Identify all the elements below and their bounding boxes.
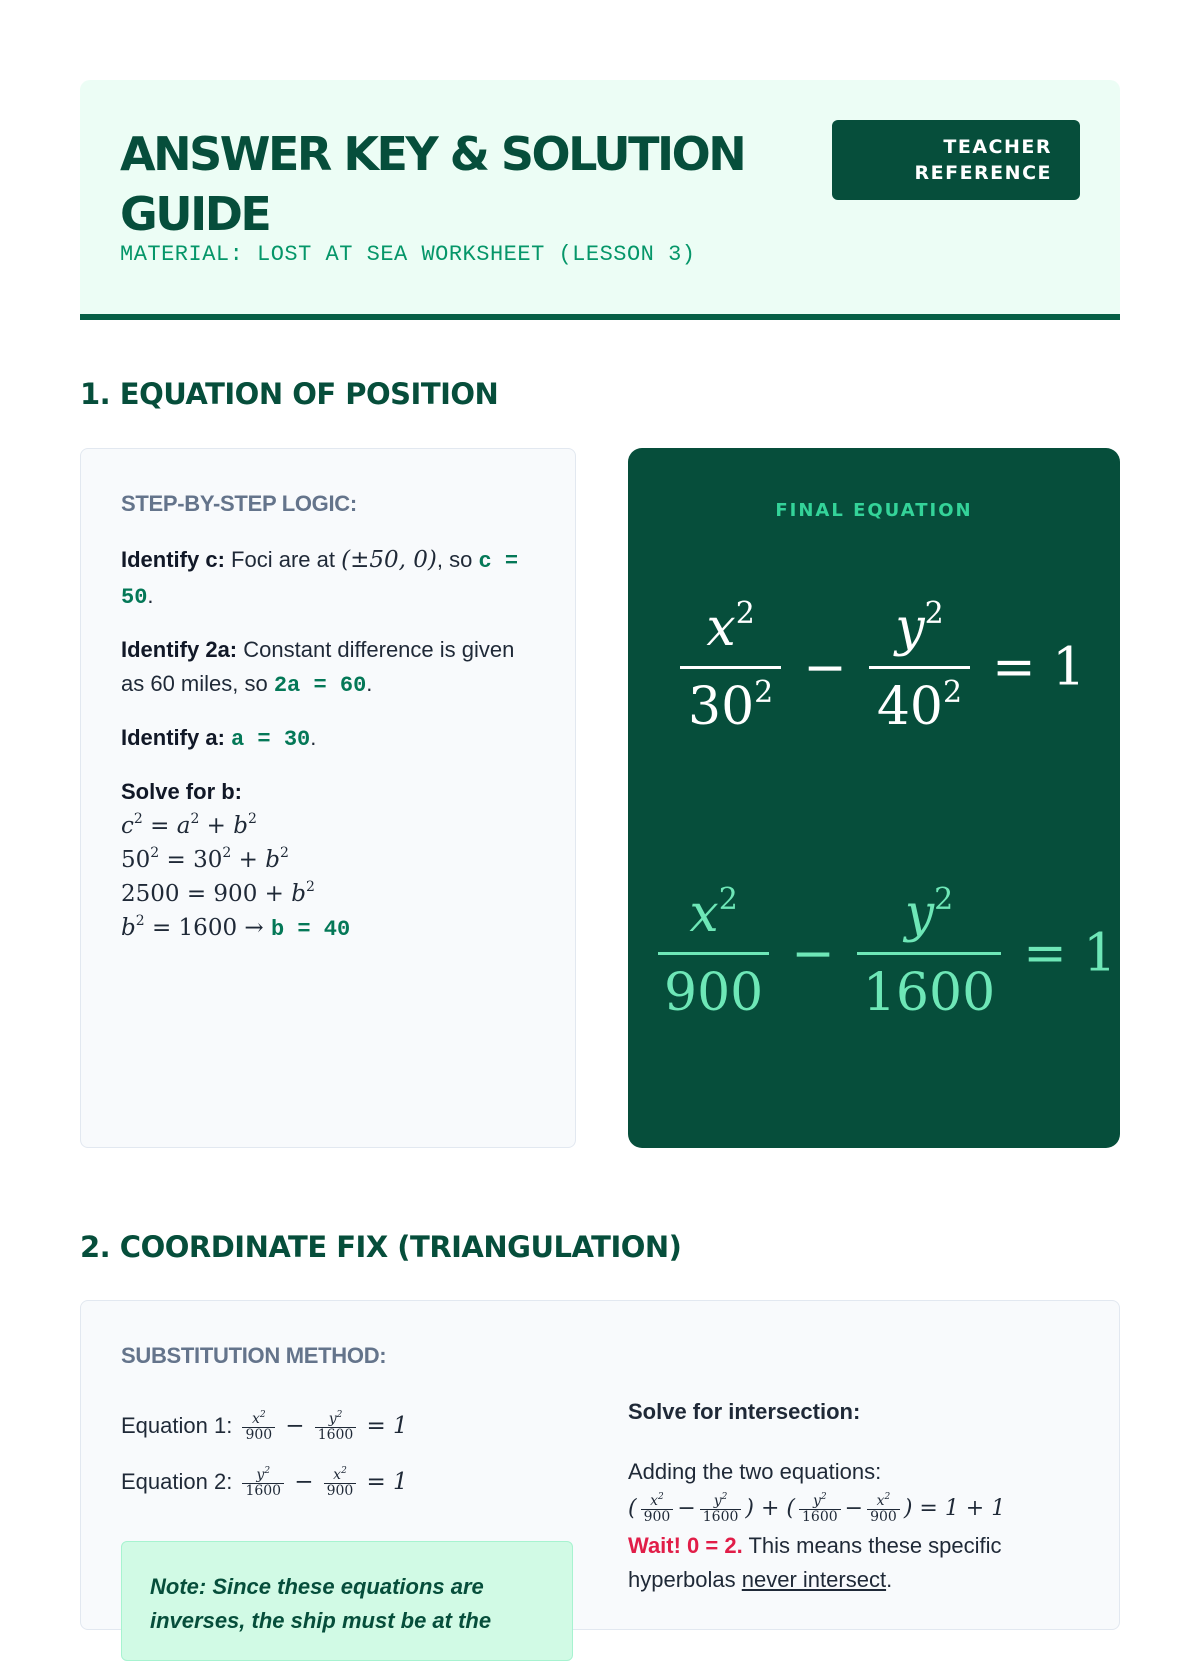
badge-line-1: TEACHER (943, 136, 1052, 158)
math-line-3: $2500 = 900 + b^2$ (121, 879, 315, 907)
step-identify-2a: Identify 2a: Constant difference is given as 60 miles, so 2a = 60. (121, 637, 515, 698)
contradiction-line: Wait! 0 = 2. This means these specific (628, 1533, 1002, 1558)
section-2-title: 2. COORDINATE FIX (TRIANGULATION) (80, 1230, 682, 1264)
intersection-solution (628, 1395, 1098, 1597)
solve-intersection-label: Solve for intersection: (628, 1399, 861, 1424)
math-line-2: $50^2 = 30^2 + b^2$ (121, 845, 289, 873)
math-line-4: $b^2 = 1600 \to b = 40$ (121, 913, 351, 942)
teacher-reference-badge (832, 120, 1080, 200)
math-line-1: $c^2 = a^2 + b^2$ (121, 811, 257, 839)
page-subtitle: MATERIAL: LOST AT SEA WORKSHEET (LESSON 3) (120, 242, 696, 267)
final-equation-expanded: $\frac{x^2}{900}$ − $\frac{y^2}{1600}$ = 1 (658, 884, 1116, 1023)
badge-line-2: REFERENCE (914, 162, 1052, 184)
adding-text: Adding the two equations: (628, 1459, 882, 1484)
step-solve-b: Solve for b: $c^2 = a^2 + b^2$ $50^2 = 30^2 + b^2$ $2500 = 900 + b^2$ $b^2 = 1600 \to b = 40$ (121, 775, 535, 947)
inverse-note: Note: Since these equations are inverses, the ship must be at the (121, 1541, 573, 1661)
steps-label: STEP-BY-STEP LOGIC: (121, 491, 357, 516)
sum-equation: ( $\frac{x^2}{900}$ − $\frac{y^2}{1600}$ ) + ( $\frac{y^2}{1600}$ − $\frac{x^2}{900}$ ) = 1 + 1 (628, 1491, 1006, 1525)
step-by-step-card (80, 448, 576, 1148)
final-equation-label: FINAL EQUATION (775, 500, 973, 521)
substitution-card (80, 1300, 1120, 1633)
final-equation-standard: $\frac{x^2}{30^2}$ − $\frac{y^2}{40^2}$ = 1 (680, 598, 1085, 737)
equation-2: Equation 2: $\frac{y^2}{1600}$ − $\frac{x^2}{900}$ = 1 (121, 1465, 408, 1499)
step-identify-c: Identify c: Foci are at (±50, 0), so c = 50. (121, 547, 519, 610)
section-1-title: 1. EQUATION OF POSITION (80, 377, 499, 411)
page-header (80, 80, 1120, 320)
step-identify-a: Identify a: a = 30. (121, 725, 317, 752)
method-label: SUBSTITUTION METHOD: (121, 1343, 387, 1368)
conclusion-line: hyperbolas never intersect. (628, 1567, 893, 1592)
equation-1: Equation 1: $\frac{x^2}{900}$ − $\frac{y^2}{1600}$ = 1 (121, 1409, 408, 1443)
final-equation-card (628, 448, 1120, 1148)
page-title: ANSWER KEY & SOLUTION GUIDE (120, 127, 745, 241)
